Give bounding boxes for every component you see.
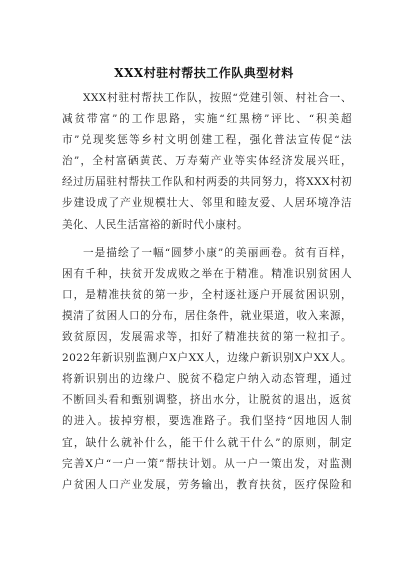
paragraph-line: 美化、人民生活富裕的新时代小康村。	[62, 218, 249, 231]
paragraph-line: 经过历届驻村帮扶工作队和村两委的共同努力，将XXX村初	[62, 176, 352, 189]
paragraph-line: 的进入。拔掉穷根，要选准路子。我们坚持“因地因人制	[62, 415, 352, 428]
paragraph-line: 将新识别出的边缘户、脱贫不稳定户纳入动态管理，通过	[62, 373, 352, 386]
paragraph-line: 不断回头看和甄别调整，挤出水分，让脱贫的退出，返贫	[62, 394, 352, 407]
paragraph-gap	[62, 236, 352, 243]
paragraph-line: 致贫原因，发展需求等，扣好了精准扶贫的第一粒扣子。	[62, 331, 352, 344]
document-body	[62, 88, 352, 496]
paragraph-line: 一是描绘了一幅“圆梦小康”的美丽画卷。贫有百样，	[83, 246, 352, 259]
paragraph-line: 治”，全村富硒黄芪、万寿菊产业等实体经济发展兴旺，	[62, 155, 352, 168]
paragraph-line: 市”兑现奖惩等乡村文明创建工程，强化普法宣传促“法	[62, 134, 352, 147]
paragraph-line: 宜，缺什么就补什么，能干什么就干什么”的原则，制定	[62, 436, 352, 449]
paragraph-2	[62, 243, 352, 496]
paragraph-line: 摸清了贫困人口的分布，居住条件，就业渠道，收入来源，	[62, 309, 352, 322]
paragraph-line: 口，是精准扶贫的第一步，全村逐社逐户开展贫困识别，	[62, 288, 352, 301]
paragraph-line: 户贫困人口产业发展，劳务输出，教育扶贫，医疗保险和	[62, 478, 352, 491]
paragraph-line: 完善X户“一户一策”帮扶计划。从一户一策出发，对监测	[62, 457, 352, 470]
paragraph-line: 减贫带富”的工作思路，实施“红黑榜”评比、“积美超	[62, 113, 352, 126]
document-title: XXX村驻村帮扶工作队典型材料	[114, 66, 294, 80]
paragraph-line: 步建设成了产业规模壮大、邻里和睦友爱、人居环境净洁	[62, 197, 352, 210]
paragraph-line: 2022年新识别监测户X户XX人，边缘户新识别X户XX人。	[62, 352, 352, 365]
paragraph-1	[62, 88, 352, 236]
paragraph-line: XXX村驻村帮扶工作队，按照“党建引领、村社合一、	[83, 92, 352, 104]
paragraph-line: 困有千种，扶贫开发成败之举在于精准。精准识别贫困人	[62, 267, 352, 280]
